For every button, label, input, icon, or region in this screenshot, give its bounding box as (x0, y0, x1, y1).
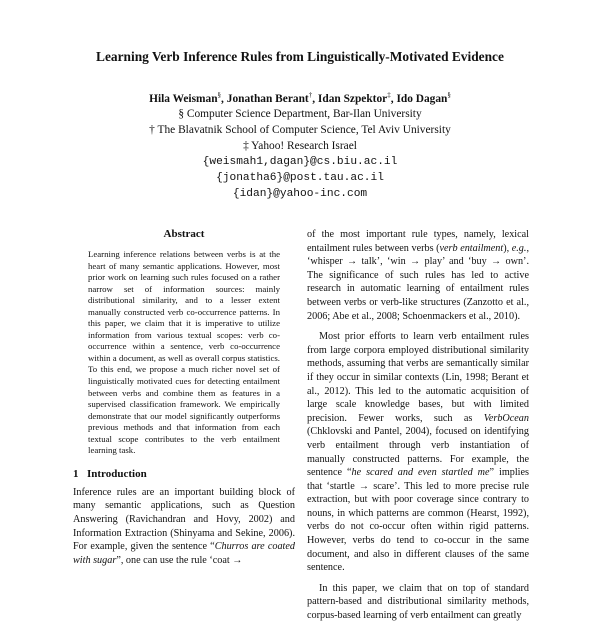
email-line: {idan}@yahoo-inc.com (232, 188, 368, 200)
intro-paragraph (73, 486, 295, 568)
emphasis-term: e.g. (511, 242, 527, 254)
body-paragraph (307, 228, 529, 323)
body-text: ” implies that ‘startle → scare’. This led to more precise rule extraction, but with poor coverage since contrary to nouns, in which patterns are common (Hearst, 1992), verbs do not co-occur often within rigid patterns. However, verbs do tend to co-occur in the same document, and also in different clauses of the same sentence. (307, 467, 529, 574)
section-number: 1 (73, 467, 79, 480)
body-paragraph: In this paper, we claim that on top of standard pattern-based and distributional similarity methods, corpus-based learning of verb entailment can greatly (307, 582, 529, 622)
affiliation-mark: § (217, 91, 222, 99)
affiliation-line: § Computer Science Department, Bar-Ilan University (178, 108, 422, 120)
body-text: ), (503, 242, 512, 254)
email-line: {jonatha6}@post.tau.ac.il (216, 172, 384, 184)
author-name: Ido Dagan (396, 92, 448, 105)
affiliation-mark: § (447, 91, 451, 99)
emphasis-term: VerbOcean (483, 412, 529, 424)
example-sentence: he scared and even startled me (351, 467, 490, 479)
emphasis-term: verb entailment (439, 242, 504, 254)
author-name: Hila Weisman (149, 92, 218, 105)
section-title: Introduction (87, 467, 147, 480)
author-name: Jonathan Berant (226, 92, 309, 105)
intro-text: ”, one can use the rule ‘coat → (116, 554, 243, 566)
email-line: {weismah1,dagan}@cs.biu.ac.il (202, 156, 398, 168)
author-separator: , (312, 92, 318, 105)
author-separator: , (390, 92, 397, 105)
abstract-body: Learning inference relations between verbs is at the heart of many semantic applications. However, most prior work on learning such rules focused on a rather narrow set of information sources: mainly distributional similarity, and to a lesser extent manually constructed verb co-occurrence patterns. In this paper, we claim that it is imperative to utilize information from various textual scopes: verb co-occurrence within a sentence, verb co-occurrence within a document, as well as overall corpus statistics. To this end, we propose a much richer novel set of linguistically motivated cues for detecting entailment between verbs and combine them as features in a supervised classification framework. We empirically demonstrate that our model significantly outperforms previous methods and that information from each textual scope contributes to the verb entailment learning task. (88, 249, 280, 456)
example-sentence: Churros are coated with sugar (73, 541, 295, 566)
abstract-heading: Abstract (163, 228, 205, 240)
affiliation-mark: † (308, 91, 313, 99)
body-text: , ‘whisper → talk’, ‘win → play’ and ‘buy → own’. The significance of such rules has led to active research in automatic learning of entailment rules between verbs or verb-like structures (Zanzotto et al., 2006; Abe et al., 2008; Schoenmackers et al., 2010). (307, 242, 529, 322)
body-text: (Chklovski and Pantel, 2004), focused on identifying verb entailment through verb instantiation of manually constructed patterns. For example, the sentence “ (307, 426, 529, 479)
section-heading-introduction (73, 468, 295, 480)
right-column (307, 228, 529, 623)
affiliation-line: † The Blavatnik School of Computer Science, Tel Aviv University (149, 124, 451, 136)
author-name: Idan Szpektor (317, 92, 388, 105)
paper-title: Learning Verb Inference Rules from Linguistically-Motivated Evidence (96, 49, 504, 64)
left-column (73, 228, 295, 567)
body-paragraph (307, 330, 529, 575)
body-text: Most prior efforts to learn verb entailment rules from large corpora employed distributional similarity methods, assuming that verbs are semantically similar if they occur in similar contexts (Lin, 1998; Berant et al., 2012). This led to the automatic acquisition of large scale knowledge bases, but with limited precision. Fewer works, such as (307, 331, 529, 424)
intro-text: Inference rules are an important building block of many semantic applications, such as Question Answering (Ravichandran and Hovy, 2002) and Information Extraction (Shinyama and Sekine, 2006). For example, given the sentence “ (73, 486, 295, 553)
affiliation-mark: ‡ (387, 91, 391, 99)
body-text: of the most important rule types, namely, lexical entailment rules between verbs ( (307, 229, 529, 254)
author-list (0, 91, 600, 105)
author-separator: , (221, 92, 227, 105)
affiliation-line: ‡ Yahoo! Research Israel (243, 140, 357, 152)
